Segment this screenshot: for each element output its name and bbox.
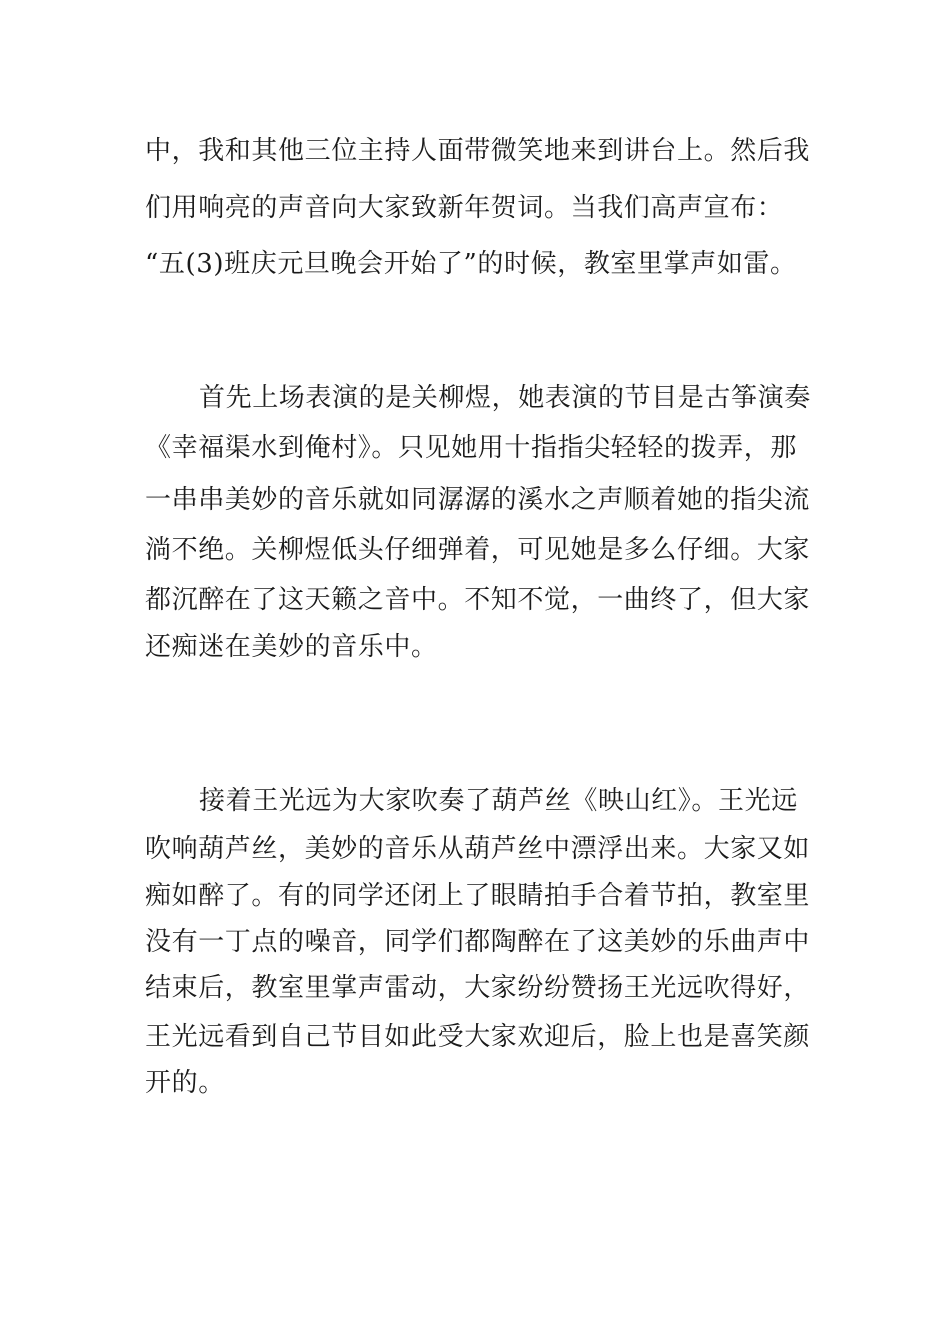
paragraph-3-line-5: 结束后，教室里掌声雷动，大家纷纷赞扬王光远吹得好， <box>145 973 811 1003</box>
paragraph-3-line-4: 没有一丁点的噪音，同学们都陶醉在了这美妙的乐曲声中 <box>145 927 811 957</box>
paragraph-3-line-2: 吹响葫芦丝，美妙的音乐从葫芦丝中漂浮出来。大家又如 <box>145 834 811 864</box>
paragraph-1-line-1: 中，我和其他三位主持人面带微笑地来到讲台上。然后我 <box>145 136 811 166</box>
paragraph-2-line-2: 《幸福渠水到俺村》。只见她用十指指尖轻轻的拨弄，那 <box>145 433 798 463</box>
paragraph-2-line-3: 一串串美妙的音乐就如同潺潺的溪水之声顺着她的指尖流 <box>145 485 811 515</box>
paragraph-3-line-6: 王光远看到自己节目如此受大家欢迎后，脸上也是喜笑颜 <box>145 1022 811 1052</box>
paragraph-2-line-1: 首先上场表演的是关柳煜，她表演的节目是古筝演奏 <box>199 383 811 413</box>
paragraph-3-line-7: 开的。 <box>145 1068 225 1098</box>
paragraph-3-line-1: 接着王光远为大家吹奏了葫芦丝《映山红》。王光远 <box>199 786 798 816</box>
paragraph-1-line-3: “五(3)班庆元旦晚会开始了”的时候，教室里掌声如雷。 <box>145 249 797 279</box>
paragraph-3-line-3: 痴如醉了。有的同学还闭上了眼睛拍手合着节拍，教室里 <box>145 881 811 911</box>
paragraph-2-line-4: 淌不绝。关柳煜低头仔细弹着，可见她是多么仔细。大家 <box>145 535 811 565</box>
paragraph-2-line-5: 都沉醉在了这天籁之音中。不知不觉，一曲终了，但大家 <box>145 585 811 615</box>
paragraph-1-line-2: 们用响亮的声音向大家致新年贺词。当我们高声宣布： <box>145 193 784 223</box>
paragraph-2-line-6: 还痴迷在美妙的音乐中。 <box>145 632 438 662</box>
